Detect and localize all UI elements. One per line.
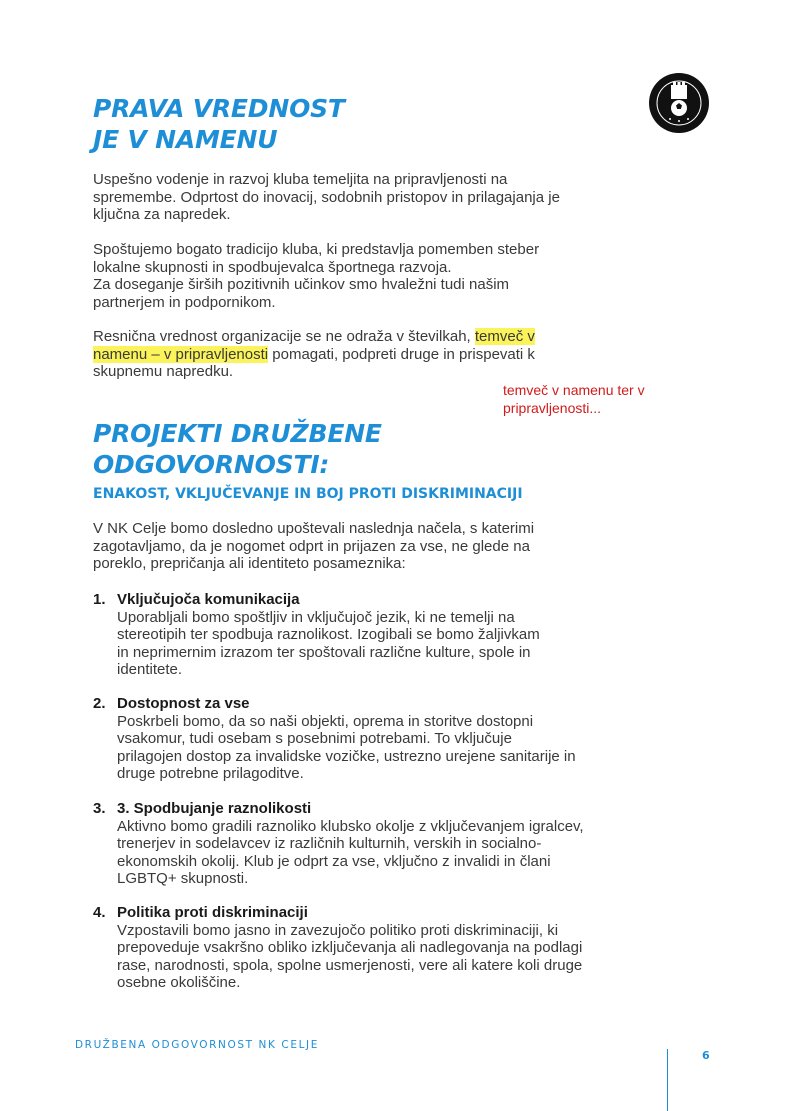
review-comment[interactable] bbox=[503, 382, 645, 417]
footer-divider bbox=[667, 1049, 668, 1111]
list-item-body bbox=[117, 713, 576, 783]
footer-text: DRUŽBENA ODGOVORNOST NK CELJE bbox=[75, 1039, 319, 1051]
section-title-prava-vrednost bbox=[93, 93, 345, 155]
list-number: 3. bbox=[93, 800, 106, 817]
list-item-body bbox=[117, 922, 582, 992]
text-fragment: pomagati, podpreti druge in prispevati k bbox=[268, 345, 535, 363]
text-line bbox=[93, 328, 633, 346]
highlighted-text[interactable]: namenu – v pripravljenosti bbox=[93, 345, 269, 363]
paragraph-1 bbox=[93, 171, 633, 224]
text-line: Poskrbeli bomo, da so naši objekti, oprema in storitve dostopni bbox=[117, 712, 534, 730]
club-crest-logo bbox=[648, 72, 710, 134]
list-number: 4. bbox=[93, 904, 106, 921]
text-line: poreklo, prepričanja ali identiteto posameznika: bbox=[93, 555, 406, 572]
title-line: ODGOVORNOSTI: bbox=[93, 450, 330, 479]
text-line: stereotipih ter spodbuja raznolikost. Izogibali se bomo žaljivkam bbox=[117, 626, 540, 643]
paragraph-2 bbox=[93, 241, 633, 311]
text-line: lokalne skupnosti in spodbujevalca športnega razvoja. bbox=[93, 258, 452, 276]
text-line: identitete. bbox=[117, 661, 183, 678]
text-line: Vzpostavili bomo jasno in zavezujočo politiko proti diskriminaciji, ki bbox=[117, 921, 559, 939]
text-line: V NK Celje bomo dosledno upoštevali naslednja načela, s katerimi bbox=[93, 520, 535, 537]
text-line: zagotavljamo, da je nogomet odprt in prijazen za vse, ne glede na bbox=[93, 537, 530, 555]
text-line: spremembe. Odprtost do inovacij, sodobnih pristopov in prilagajanja je bbox=[93, 188, 560, 206]
paragraph-3 bbox=[93, 328, 633, 381]
comment-line: pripravljenosti... bbox=[503, 399, 602, 416]
text-line: Uporabljali bomo spoštljiv in vključujoč jezik, ki ne temelji na bbox=[117, 608, 515, 626]
text-line: rase, narodnosti, spola, spolne usmerjenosti, vere ali katere koli druge bbox=[117, 956, 583, 974]
list-item-title: Politika proti diskriminaciji bbox=[117, 904, 308, 921]
text-line: vsakomur, tudi osebam s posebnimi potrebami. To vključuje bbox=[117, 730, 512, 747]
list-number: 1. bbox=[93, 591, 106, 608]
text-line: Za doseganje širših pozitivnih učinkov smo hvaležni tudi našim bbox=[93, 276, 510, 293]
section-title-projekti bbox=[93, 418, 382, 480]
intro-paragraph bbox=[93, 520, 633, 573]
section-subtitle: ENAKOST, VKLJUČEVANJE IN BOJ PROTI DISKRIMINACIJI bbox=[93, 486, 523, 502]
text-line: Aktivno bomo gradili raznoliko klubsko okolje z vključevanjem igralcev, bbox=[117, 817, 584, 835]
text-line: ključna za napredek. bbox=[93, 206, 231, 223]
text-line: LGBTQ+ skupnosti. bbox=[117, 870, 249, 887]
text-line bbox=[93, 346, 633, 364]
text-line: skupnemu napredku. bbox=[93, 363, 234, 380]
text-line: prilagojen dostop za invalidske vozičke, ustrezno urejene sanitarije in bbox=[117, 747, 576, 765]
text-fragment: Resnična vrednost organizacije se ne odraža v številkah, bbox=[93, 328, 475, 345]
text-line: trenerjev in sodelavcev iz različnih kulturnih, verskih in socialno- bbox=[117, 835, 542, 852]
text-line: ekonomskih okolij. Klub je odprt za vse, vključno z invalidi in člani bbox=[117, 852, 551, 870]
page-number: 6 bbox=[702, 1049, 710, 1062]
title-line: PROJEKTI DRUŽBENE bbox=[93, 419, 382, 448]
text-line: osebne okoliščine. bbox=[117, 974, 241, 991]
text-line: partnerjem in podpornikom. bbox=[93, 293, 276, 311]
list-item-body bbox=[117, 818, 584, 888]
text-line: in neprimernim izrazom ter spoštovali različne kulture, spole in bbox=[117, 643, 531, 661]
comment-line: temveč v namenu ter v bbox=[503, 382, 645, 398]
title-line: PRAVA VREDNOST bbox=[93, 94, 345, 123]
list-item-body bbox=[117, 609, 540, 679]
title-line: JE V NAMENU bbox=[93, 125, 278, 154]
list-item-title: Dostopnost za vse bbox=[117, 695, 250, 712]
text-line: Spoštujemo bogato tradicijo kluba, ki predstavlja pomemben steber bbox=[93, 241, 540, 258]
text-line: Uspešno vodenje in razvoj kluba temeljita na pripravljenosti na bbox=[93, 171, 508, 188]
list-item-title: Vključujoča komunikacija bbox=[117, 591, 300, 608]
text-line: druge potrebne prilagoditve. bbox=[117, 765, 304, 782]
highlighted-text[interactable]: temveč v bbox=[474, 328, 535, 345]
list-number: 2. bbox=[93, 695, 106, 712]
list-item-title: 3. Spodbujanje raznolikosti bbox=[117, 800, 312, 817]
text-line: prepoveduje vsakršno obliko izključevanja ali nadlegovanja na podlagi bbox=[117, 939, 583, 956]
